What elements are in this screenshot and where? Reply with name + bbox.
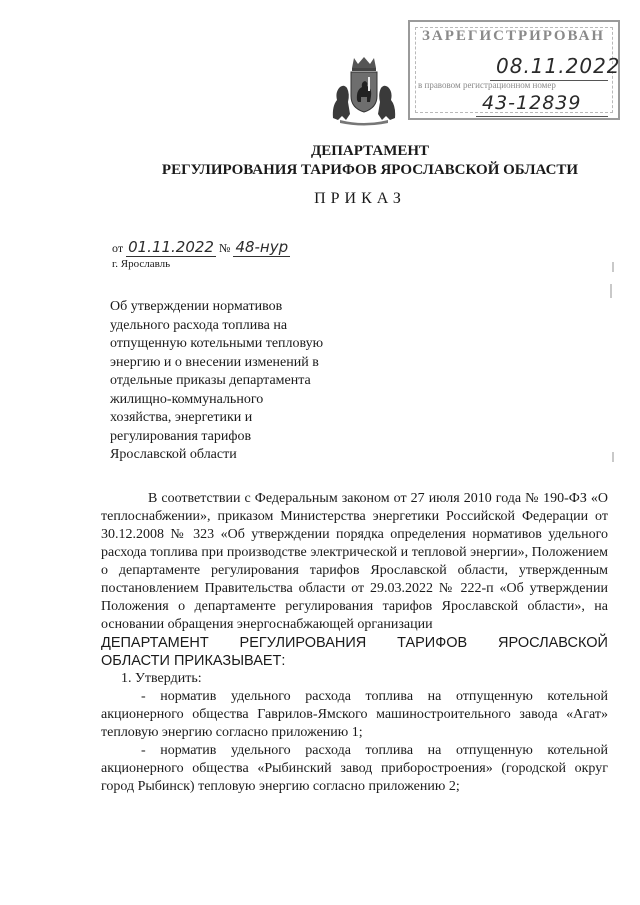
scan-mark xyxy=(612,452,614,462)
decree-word-1: ДЕПАРТАМЕНТ xyxy=(101,635,209,651)
registration-stamp xyxy=(408,20,620,120)
order-subject: Об утверждении нормативов удельного расхода топлива на отпущенную котельными тепловую энергию и о внесении изменений в отдельные приказы департамента жилищно-коммунального хозяйства, энергетики и регулирования тарифов Ярославской области xyxy=(110,299,324,462)
department-title xyxy=(0,142,640,180)
decree-line-2: ОБЛАСТИ ПРИКАЗЫВАЕТ: xyxy=(101,653,286,669)
list-item: - норматив удельного расхода топлива на отпущенную котельной акционерного общества «Рыбинский завод приборостроения» (городской округ город Рыбинск) тепловую энергию согласно приложению 2; xyxy=(101,743,608,794)
preamble-paragraph: В соответствии с Федеральным законом от 27 июля 2010 года № 190-ФЗ «О теплоснабжении», приказом Министерства энергетики Российской Федерации от 30.12.2008 № 323 «Об утверждении порядка определения нормативов удельного расхода топлива при производстве электрической и тепловой энергии», Положением о департаменте регулирования тарифов Ярославской области, утвержденным постановлением Правительства области от 29.03.2022 № 222-п «Об утверждении Положения о департаменте регулирования тарифов Ярославской области», на основании обращения энергоснабжающей организации xyxy=(101,491,608,632)
order-body xyxy=(101,490,608,796)
order-title: ПРИКАЗ xyxy=(314,190,406,207)
stamp-number: 43-12839 xyxy=(482,92,582,114)
order-date-line xyxy=(112,238,290,256)
scan-mark xyxy=(610,284,612,298)
coat-of-arms-icon xyxy=(330,56,398,126)
stamp-title: ЗАРЕГИСТРИРОВАН xyxy=(422,28,606,44)
order-number: 48-нур xyxy=(235,238,289,256)
decree-word-2: РЕГУЛИРОВАНИЯ xyxy=(239,635,367,651)
scan-mark xyxy=(612,262,614,272)
order-city: г. Ярославль xyxy=(112,258,171,270)
stamp-number-underline xyxy=(476,116,608,117)
decree-word-3: ТАРИФОВ xyxy=(397,635,468,651)
number-sign: № xyxy=(218,241,231,255)
date-prefix: от xyxy=(112,241,124,255)
point-1: 1. Утвердить: xyxy=(121,671,202,686)
stamp-date: 08.11.2022 xyxy=(496,54,621,78)
order-date: 01.11.2022 xyxy=(128,238,214,256)
department-title-line1: ДЕПАРТАМЕНТ xyxy=(310,143,430,159)
decree-line-1 xyxy=(101,634,608,652)
stamp-subtitle: в правовом регистрационном номер xyxy=(418,80,556,90)
decree-word-4: ЯРОСЛАВСКОЙ xyxy=(498,635,608,651)
department-title-line2: РЕГУЛИРОВАНИЯ ТАРИФОВ ЯРОСЛАВСКОЙ ОБЛАСТИ xyxy=(161,162,579,178)
list-item: - норматив удельного расхода топлива на отпущенную котельной акционерного общества Гаврилов-Ямского машиностроительного завода «Агат» тепловую энергию согласно приложению 1; xyxy=(101,689,608,740)
